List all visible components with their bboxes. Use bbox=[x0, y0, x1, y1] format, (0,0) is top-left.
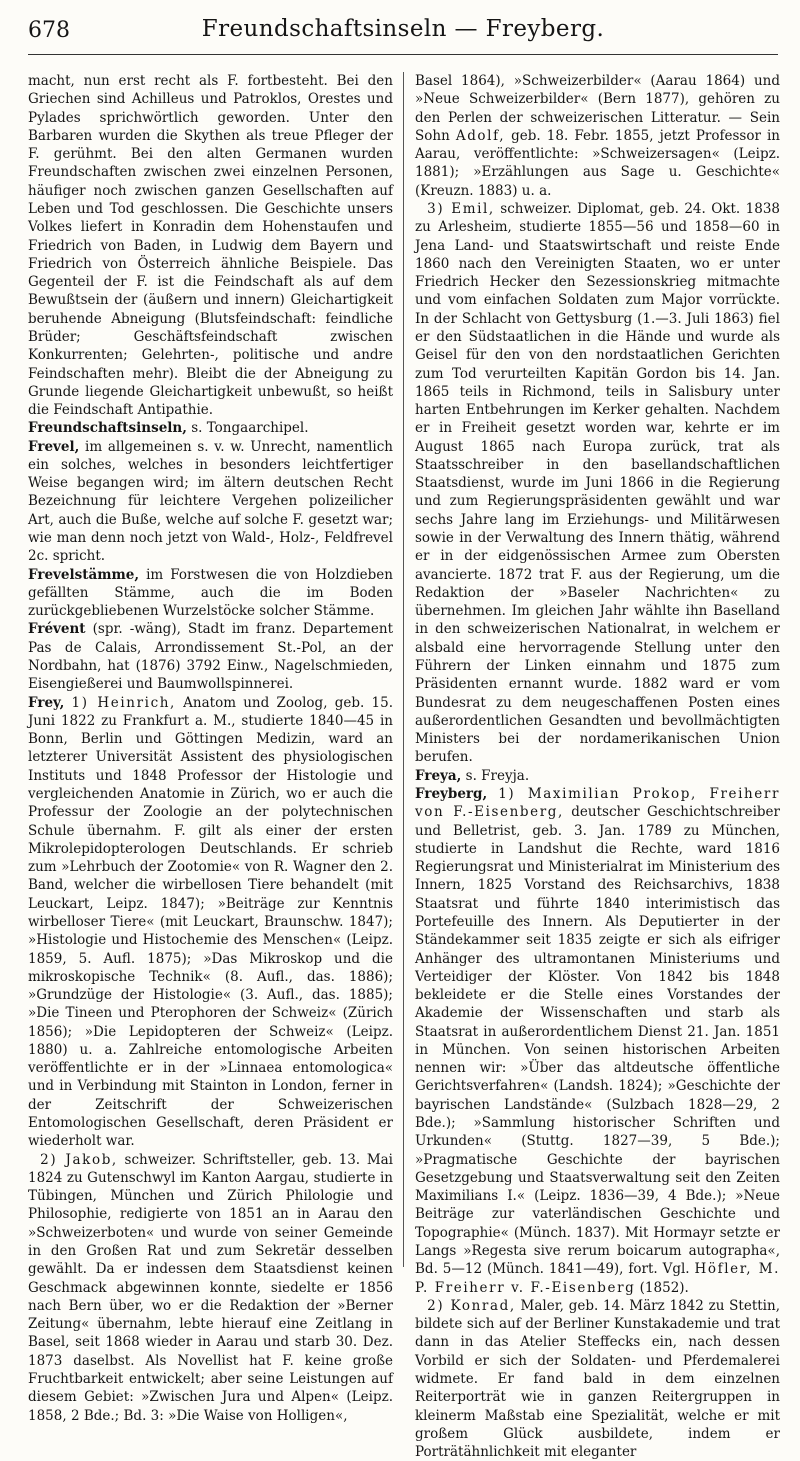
page-header bbox=[28, 12, 778, 55]
subentry-name: 2) Jakob, bbox=[40, 1151, 118, 1168]
entry-freya bbox=[415, 767, 780, 785]
entry-frevelstaemme bbox=[28, 566, 393, 621]
entry-frevent bbox=[28, 620, 393, 693]
subentry-name: Adolf, bbox=[455, 127, 506, 144]
subentry-konrad-freyberg bbox=[415, 1297, 780, 1461]
entry-headword: Freyberg, bbox=[415, 785, 488, 802]
entry-freundschaftsinseln bbox=[28, 419, 393, 437]
entry-text: macht, nun erst recht als F. fortbesteht. Bei den Griechen sind Achilleus und Patroklos, Orestes und Pylades sprichwörtlich geworden. Unter den Barbaren wurden die Skythen als treue Pfleger der F. gerühmt. Bei den alten Germanen wurden Freundschaften zwischen zwei einzelnen Personen, häufiger noch zwischen ganzen Gesellschaften auf Leben und Tod geschlossen. Die Geschichte unsers Volkes liefert in Konradin dem Hohenstaufen und Friedrich von Baden, in Ludwig dem Bayern und Friedrich von Österreich ähnliche Beispiele. Das Gegenteil der F. ist die Feindschaft als auf dem Bewußtsein der (äußern und innern) Gleichartigkeit beruhende Abneigung (Blutsfeindschaft: feindliche Brüder; Geschäftsfeindschaft zwischen Konkurrenten; Gelehrten-, politische und andre Feindschaften mehr). Bleibt die der Abneigung zu Grunde liegende Gleichartigkeit unbewußt, so heißt die Feindschaft Antipathie. bbox=[28, 73, 393, 419]
entry-freyberg bbox=[415, 785, 780, 1297]
entry-frevel bbox=[28, 438, 393, 566]
entry-text: deutscher Geschichtschreiber und Belletrist, geb. 3. Jan. 1789 zu München, studierte in Landshut die Rechte, ward 1816 Regierungsrat und Ministerialrat im Ministerium des Innern, 1825 Vorstand des Reichsarchivs, 1838 Staatsrat und führte 1840 interimistisch das Portefeuille des Innern. Als Deputierter in der Ständekammer seit 1835 zeigte er sich als eifriger Anhänger des ultramontanen Ministeriums und Verteidiger der Klöster. Von 1842 bis 1848 bekleidete er die Stelle eines Vorstandes der Akademie der Wissenschaften und starb als Staatsrat in außerordentlichem Dienst 21. Jan. 1851 in München. Von seinen historischen Arbeiten nennen wir: »Über das altdeutsche öffentliche Gerichtsverfahren« (Landsh. 1824); »Geschichte der bayrischen Landstände« (Sulzbach 1828—29, 2 Bde.); »Sammlung historischer Schriften und Urkunden« (Stuttg. 1827—39, 5 Bde.); »Pragmatische Geschichte der bayrischen Gesetzgebung und Staatsverwaltung seit den Zeiten Maximilians I.« (Leipz. 1836—39, 4 Bde.); »Neue Beiträge zur vaterländischen Geschichte und Topographie« (Münch. 1837). Mit Hormayr setzte er Langs »Regesta sive rerum boicarum autographa«, Bd. 5—12 (Münch. 1841—49), fort. Vgl. bbox=[415, 804, 780, 1278]
column-divider bbox=[403, 72, 404, 1267]
entry-text: (spr. -wäng), Stadt im franz. Departement Pas de Calais, Arrondissement St.-Pol, an der Nordbahn, hat (1876) 3792 Einw., Nagelschmieden, Eisengießerei und Baumwollspinnerei. bbox=[28, 621, 393, 693]
subentry-name: 3) Emil, bbox=[427, 200, 495, 217]
entry-text: im allgemeinen s. v. w. Unrecht, namentlich ein solches, welches in besonders leichtfertiger Weise begangen wird; im ältern deutschen Recht Bezeichnung für leichtere Vergehen polizeilicher Art, auch die Buße, welche auf solche F. gesetzt war; wie man denn noch jetzt von Wald-, Holz-, Feldfrevel 2c. spricht. bbox=[28, 438, 393, 565]
entry-text: schweizer. Schriftsteller, geb. 13. Mai 1824 zu Gutenschwyl im Kanton Aargau, studierte in Tübingen, München und Zürich Philologie und Philosophie, redigierte von 1851 an in Aarau den »Schweizerboten« und wurde von seiner Gemeinde in den Großen Rat und zum Sekretär desselben gewählt. Da er indessen dem Staatsdienst keinen Geschmack abgewinnen konnte, siedelte er 1856 nach Bern über, wo er die Redaktion der »Berner Zeitung« übernahm, lebte hierauf eine Zeitlang in Basel, seit 1868 wieder in Aarau und starb 30. Dez. 1873 daselbst. Als Novellist hat F. keine große Fruchtbarkeit entwickelt; aber seine Leistungen auf diesem Gebiet: »Zwischen Jura und Alpen« (Leipz. 1858, 2 Bde.; Bd. 3: »Die Waise von Holligen«, bbox=[28, 1151, 394, 1424]
entry-headword: Freya, bbox=[415, 767, 462, 784]
entry-text: s. Tongaarchipel. bbox=[186, 420, 309, 437]
entry-frey bbox=[28, 694, 393, 1151]
reference-name: Höfler, M. P. Freiherr v. F.-Eisenberg bbox=[415, 1261, 781, 1296]
entry-headword: Frévent bbox=[28, 621, 86, 638]
entry-headword: Frey, bbox=[28, 694, 65, 711]
running-title: Freundschaftsinseln — Freyberg. bbox=[201, 16, 605, 42]
subentry-jakob-frey bbox=[28, 1151, 393, 1425]
subentry-name: 1) Maximilian Prokop, Freiherr von F.-Eisenberg, bbox=[415, 785, 781, 821]
entry-text: (1852). bbox=[635, 1279, 689, 1296]
entry-continuation bbox=[28, 72, 393, 419]
entry-text: Maler, geb. 14. März 1842 zu Stettin, bildete sich auf der Berliner Kunstakademie und trat dann in das Atelier Steffecks ein, nach dessen Vorbild er sich der Soldaten- und Pferdemalerei widmete. Er fand bald in dem einzelnen Reiterporträt wie in ganzen Reitergruppen in kleinerm Maßstab eine Spezialität, welche er mit großem Glück ausbildete, indem er Porträtähnlichkeit mit eleganter bbox=[415, 1297, 780, 1461]
entry-headword: Frevelstämme, bbox=[28, 566, 140, 583]
entry-text: Basel 1864), »Schweizerbilder« (Aarau 1864) und »Neue Schweizerbilder« (Bern 1877), gehören zu den Perlen der schweizerischen Litteratur. — Sein Sohn bbox=[415, 73, 780, 144]
entry-text: im Forstwesen die von Holzdieben gefällten Stämme, auch die im Boden zurückgebliebenen Wurzelstöcke solcher Stämme. bbox=[28, 566, 393, 620]
subentry-emil-frey bbox=[415, 200, 780, 767]
entry-headword: Freundschaftsinseln, bbox=[28, 420, 187, 437]
subentry-name: 2) Konrad, bbox=[427, 1297, 516, 1314]
subentry-name: 1) Heinrich, bbox=[71, 694, 176, 711]
entry-text: schweizer. Diplomat, geb. 24. Okt. 1838 zu Arlesheim, studierte 1855—56 und 1858—60 in Jena Land- und Staatswirtschaft und reiste Ende 1860 nach den Vereinigten Staaten, wo er unter Friedrich Hecker den Sezessionskrieg mitmachte und vom einfachen Soldaten zum Major vorrückte. In der Schlacht von Gettysburg (1.—3. Juli 1863) fiel er den Südstaatlichen in die Hände und wurde als Geisel für den von den nordstaatlichen Gerichten zum Tod verurteilten Kapitän Gordon bis 14. Jan. 1865 teils in Richmond, teils in Salisbury unter harten Entbehrungen im Kerker gehalten. Nachdem er in Freiheit gesetzt worden war, kehrte er im August 1865 nach Europa zurück, trat als Staatsschreiber in den basellandschaftlichen Staatsdienst, wurde im Juni 1866 in die Regierung und zum Regierungspräsidenten gewählt und war sechs Jahre lang im Erziehungs- und Militärwesen sowie in der Verwaltung des Innern thätig, während er in der eidgenössischen Armee zum Obersten avancierte. 1872 trat F. aus der Regierung, um die Redaktion der »Baseler Nachrichten« zu übernehmen. Im gleichen Jahr wählte ihn Baselland in den schweizerischen Nationalrat, in welchem er alsbald eine hervorragende Stellung unter den Führern der Linken einnahm und 1875 zum Präsidenten ernannt wurde. 1882 ward er vom Bundesrat zu dem neugeschaffenen Posten eines außerordentlichen Gesandten und bevollmächtigten Ministers bei der nordamerikanischen Union berufen. bbox=[415, 200, 781, 766]
page-number: 678 bbox=[28, 18, 70, 43]
entry-text: Anatom und Zoolog, geb. 15. Juni 1822 zu Frankfurt a. M., studierte 1840—45 in Bonn, Berlin und Göttingen Medizin, ward an letzterer Universität Assistent des physiologischen Instituts und 1848 Professor der Histologie und vergleichenden Anatomie in Zürich, wo er auch die Professur der Zoologie an der polytechnischen Schule übernahm. F. gilt als einer der ersten Mikrolepidopterologen Deutschlands. Er schrieb zum »Lehrbuch der Zootomie« von R. Wagner den 2. Band, welcher die wirbellosen Tiere behandelt (mit Leuckart, Leipz. 1847); »Beiträge zur Kenntnis wirbelloser Tiere« (mit Leuckart, Braunschw. 1847); »Histologie und Histochemie des Menschen« (Leipz. 1859, 5. Aufl. 1875); »Das Mikroskop und die mikroskopische Technik« (8. Aufl., das. 1886); »Grundzüge der Histologie« (3. Aufl., das. 1885); »Die Tineen und Pterophoren der Schweiz« (Zürich 1856); »Die Lepidopteren der Schweiz« (Leipz. 1880) u. a. Zahlreiche entomologische Arbeiten veröffentlichte er in der »Linnaea entomologica« und in Verbindung mit Stainton in London, ferner in der Zeitschrift der Schweizerischen Entomologischen Gesellschaft, deren Präsident er wiederholt war. bbox=[28, 694, 393, 1150]
right-column bbox=[415, 72, 780, 1461]
entry-continuation bbox=[415, 72, 780, 200]
left-column bbox=[28, 72, 393, 1425]
entry-text: s. Freyja. bbox=[461, 767, 530, 784]
entry-text: geb. 18. Febr. 1855, jetzt Professor in Aarau, veröffentlichte: »Schweizersagen« (Leipz. 1881); »Erzählungen aus Sage u. Geschichte« (Kreuzn. 1883) u. a. bbox=[415, 127, 781, 199]
entry-headword: Frevel, bbox=[28, 438, 80, 455]
